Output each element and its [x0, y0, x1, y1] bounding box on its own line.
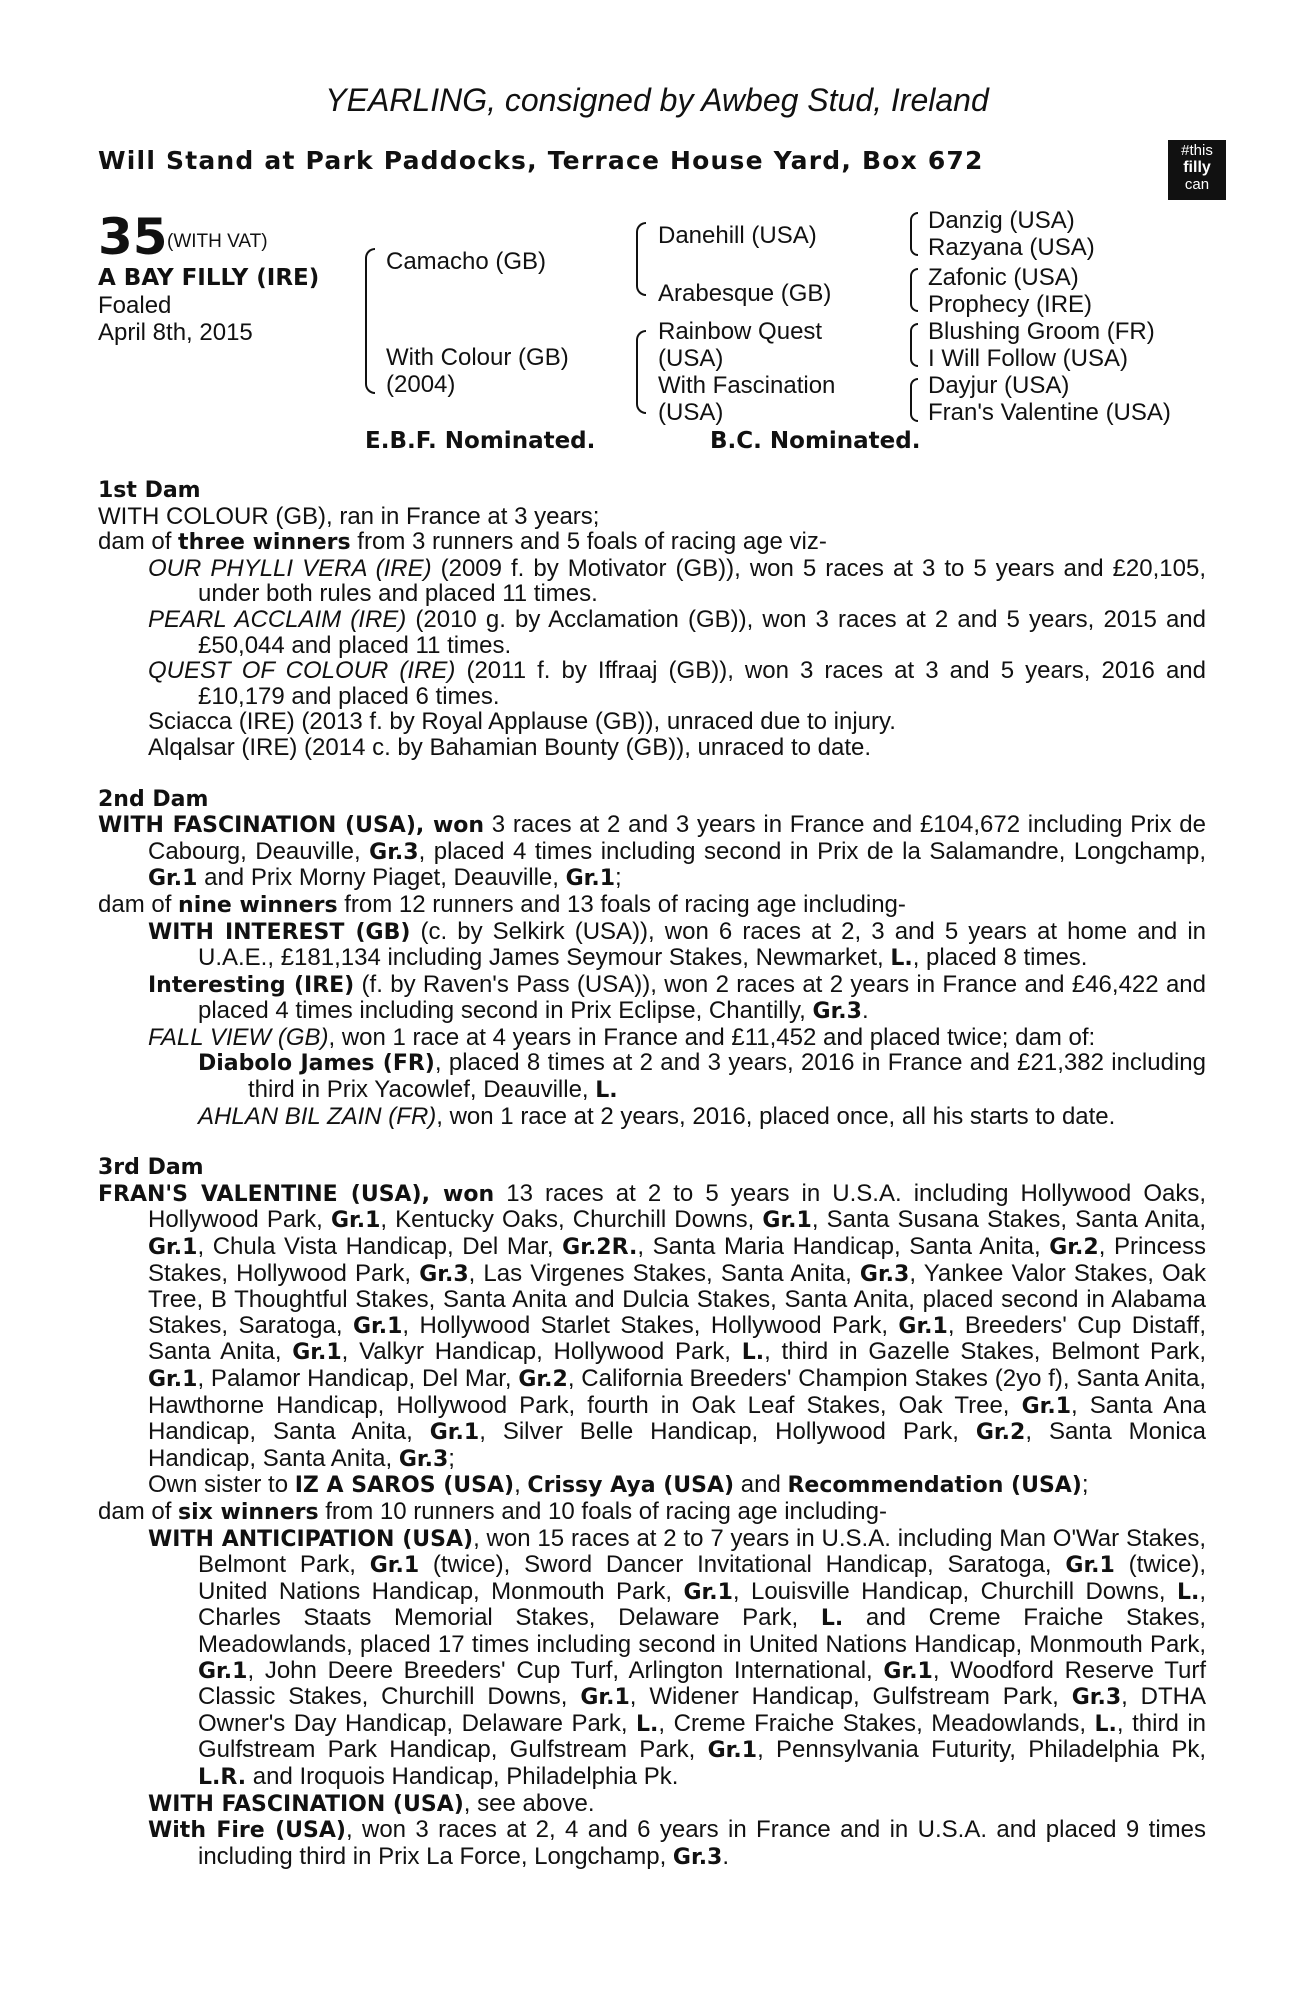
foaled-date: April 8th, 2015 [98, 319, 253, 346]
text: . [861, 997, 869, 1025]
text: , [514, 1471, 528, 1499]
offspring-name: WITH ANTICIPATION (USA) [148, 1526, 474, 1552]
third-dam-heading: 3rd Dam [98, 1155, 204, 1181]
own-sister-line [148, 1472, 1206, 1499]
offspring-name: AHLAN BIL ZAIN (FR) [198, 1102, 437, 1130]
grand-offspring-item [198, 1102, 1206, 1130]
grade: L. [1176, 1579, 1200, 1605]
bold-text: WITH FASCINATION (USA), won [98, 813, 485, 839]
text: , Yankee Valor Stakes, Oak Tree, B Thoughtful Stakes, Santa Anita and Dulcia Stakes, Santa Anita, placed second in Alabama Stakes, Saratoga, [148, 1259, 1207, 1339]
text: from 10 runners and 10 foals of racing age including- [318, 1497, 887, 1525]
grade: L. [890, 946, 913, 972]
text: , Charles Staats Memorial Stakes, Delaware Park, [198, 1577, 1206, 1632]
dam-sire-line2: (USA) [658, 345, 724, 372]
logo-line-2: filly [1183, 159, 1211, 176]
second-dam-produce [98, 892, 1206, 919]
text: , Las Virgenes Stakes, Santa Anita, [468, 1259, 860, 1287]
sire-dam-sire: Zafonic (USA) [928, 264, 1079, 291]
offspring-name: WITH FASCINATION (USA) [148, 1791, 464, 1817]
grade: Gr.1 [683, 1579, 733, 1605]
bold-text: FRAN'S VALENTINE (USA), won [98, 1181, 495, 1207]
bc-nominated: B.C. Nominated. [710, 428, 921, 454]
pedigree-brace-3d [910, 378, 918, 422]
first-dam-line: WITH COLOUR (GB), ran in France at 3 years; [98, 502, 600, 530]
grade: L. [636, 1711, 659, 1737]
text: and Prix Morny Piaget, Deauville, [197, 864, 566, 892]
offspring-name: FALL VIEW (GB) [148, 1023, 329, 1051]
text: dam of [98, 1497, 179, 1525]
text: , California Breeders' Champion Stakes (2yo f), Santa Anita, Hawthorne Handicap, Hollywood Park, fourth in Oak Leaf Stakes, Oak Tree, [148, 1365, 1206, 1419]
text: , Santa Susana Stakes, Santa Anita, [811, 1206, 1206, 1234]
offspring-record: (2009 f. by Motivator (GB)), won 5 races at 3 to 5 years and £20,105, under both rules and placed 11 times. [198, 554, 1206, 608]
text: , Louisville Handicap, Churchill Downs, [732, 1577, 1177, 1605]
text: , third in Gulfstream Park Handicap, Gulfstream Park, [198, 1709, 1206, 1764]
text: , John Deere Breeders' Cup Turf, Arlington International, [247, 1656, 884, 1684]
text: dam of [98, 890, 179, 918]
grade: Gr.2 [975, 1420, 1026, 1446]
text: , see above. [463, 1789, 595, 1817]
foaled-label: Foaled [98, 292, 172, 319]
text: , DTHA Owner's Day Handicap, Delaware Park, [198, 1683, 1207, 1737]
grade: Gr.1 [198, 1658, 248, 1684]
offspring-item [148, 605, 1206, 659]
sire-dam: Arabesque (GB) [658, 280, 832, 307]
offspring-name: PEARL ACCLAIM (IRE) [148, 605, 407, 633]
grade: Gr.3 [812, 999, 862, 1025]
offspring-name: With Fire (USA) [148, 1818, 346, 1844]
offspring-name: QUEST OF COLOUR (IRE) [148, 657, 456, 685]
grade: Gr.1 [883, 1658, 933, 1684]
text: , Pennsylvania Futurity, Philadelphia Pk, [757, 1736, 1207, 1764]
text: , Kentucky Oaks, Churchill Downs, [380, 1206, 763, 1234]
offspring-record: (2011 f. by Iffraaj (GB)), won 3 races at 3 and 5 years, 2016 and £10,179 and placed 6 times. [198, 657, 1206, 710]
text: , placed 8 times at 2 and 3 years, 2016 in France and £21,382 including third in Prix Yacowlef, Deauville, [248, 1049, 1206, 1104]
text: , won 1 race at 2 years, 2016, placed once, all his starts to date. [436, 1102, 1116, 1130]
offspring-item [148, 554, 1206, 608]
text: (f. by Raven's Pass (USA)), won 2 races at 2 years in France and £46,422 and placed 4 times including second in Prix Eclipse, Chantilly, [198, 970, 1206, 1025]
grand-offspring-item [198, 1049, 1206, 1104]
grade: Gr.1 [707, 1738, 758, 1764]
offspring-name: Diabolo James (FR) [198, 1051, 435, 1077]
text: , Valkyr Handicap, Hollywood Park, [341, 1338, 742, 1366]
text: , placed 8 times. [912, 944, 1088, 972]
offspring-name: OUR PHYLLI VERA (IRE) [148, 554, 432, 582]
grade: Gr.3 [398, 1446, 449, 1472]
text: ; [615, 864, 622, 892]
offspring-name: Interesting (IRE) [148, 972, 355, 998]
grade: L.R. [198, 1764, 247, 1790]
grade: Gr.1 [580, 1685, 630, 1711]
grade: L. [741, 1340, 765, 1366]
dam-dam-dam: Fran's Valentine (USA) [928, 399, 1171, 426]
third-dam-record [98, 1179, 1207, 1473]
text: ; [1081, 1471, 1089, 1499]
sire-name: Camacho (GB) [386, 248, 547, 275]
offspring-item [148, 1023, 1206, 1051]
text: , won 1 race at 4 years in France and £11,452 and placed twice; dam of: [328, 1023, 1096, 1051]
dam-name: With Colour (GB) [386, 344, 569, 371]
offspring-item [148, 1816, 1206, 1870]
text: 13 races at 2 to 5 years in U.S.A. including Hollywood Oaks, Hollywood Park, [148, 1179, 1206, 1234]
text: (twice), United Nations Handicap, Monmouth Park, [198, 1551, 1206, 1605]
sibling-name: Crissy Aya (USA) [527, 1473, 735, 1499]
dam-sire-dam: I Will Follow (USA) [928, 345, 1129, 372]
text: , Silver Belle Handicap, Hollywood Park, [479, 1418, 976, 1446]
text: Own sister to [148, 1471, 295, 1499]
bold-text: three winners [178, 530, 351, 556]
vat-note: (WITH VAT) [167, 231, 268, 252]
logo-line-3: can [1184, 176, 1210, 193]
bold-text: six winners [178, 1499, 319, 1525]
offspring-item [148, 1524, 1207, 1791]
dam-dam: With Fascination [658, 372, 836, 399]
text: , Santa Ana Handicap, Santa Anita, [148, 1391, 1206, 1446]
dam-dam-line2: (USA) [658, 399, 724, 426]
logo-line-1: #this [1181, 142, 1213, 159]
grade: Gr.1 [148, 1235, 198, 1261]
text: 3 races at 2 and 3 years in France and £104,672 including Prix de Cabourg, Deauville, [148, 811, 1206, 865]
text: , won 3 races at 2, 4 and 6 years in France and in U.S.A. and placed 9 times including third in Prix La Force, Longchamp, [198, 1816, 1206, 1870]
grade: Gr.1 [148, 866, 198, 892]
text: , placed 4 times including second in Prix de la Salamandre, Longchamp, [418, 837, 1207, 865]
grade: Gr.1 [352, 1313, 403, 1339]
grade: Gr.2 [1049, 1235, 1099, 1261]
grade: L. [1094, 1711, 1117, 1737]
offspring-item [148, 917, 1207, 972]
grade: Gr.3 [419, 1261, 469, 1287]
text: , Woodford Reserve Turf Classic Stakes, Churchill Downs, [198, 1656, 1207, 1711]
text: dam of [98, 528, 179, 556]
grade: Gr.1 [1021, 1393, 1072, 1419]
grade: Gr.3 [672, 1844, 723, 1870]
offspring-item [148, 657, 1206, 710]
text: , Creme Fraiche Stakes, Meadowlands, [658, 1709, 1095, 1737]
dam-details [98, 478, 1206, 1870]
text: (twice), Sword Dancer Invitational Handicap, Saratoga, [419, 1551, 1066, 1579]
text: , Widener Handicap, Gulfstream Park, [629, 1683, 1072, 1711]
stand-location: Will Stand at Park Paddocks, Terrace House Yard, Box 672 [98, 146, 984, 175]
pedigree-brace-1 [365, 248, 375, 394]
text: and [734, 1471, 788, 1499]
third-dam-produce [98, 1499, 1206, 1526]
text: , won 15 races at 2 to 7 years in U.S.A. including Man O'War Stakes, Belmont Park, [198, 1524, 1207, 1579]
dam-sire: Rainbow Quest [658, 318, 823, 345]
offspring-item: Sciacca (IRE) (2013 f. by Royal Applause (GB)), unraced due to injury. [148, 708, 896, 736]
offspring-item [148, 1789, 1206, 1818]
pedigree-brace-2b [636, 330, 646, 414]
sibling-name: Recommendation (USA) [787, 1473, 1082, 1499]
pedigree-brace-3a [910, 212, 918, 256]
text: . [722, 1842, 730, 1870]
lot-number: 35 [98, 208, 168, 266]
ebf-nominated: E.B.F. Nominated. [365, 428, 596, 454]
grade: L. [595, 1078, 618, 1104]
text: , Chula Vista Handicap, Del Mar, [197, 1233, 563, 1261]
pedigree-brace-3c [910, 323, 918, 367]
first-dam-produce [98, 529, 1206, 556]
text: , Hollywood Starlet Stakes, Hollywood Park, [402, 1311, 899, 1339]
text: ; [448, 1444, 455, 1472]
lot-name: A BAY FILLY (IRE) [98, 265, 320, 291]
second-dam-record [98, 811, 1207, 892]
grade: Gr.3 [369, 839, 419, 865]
offspring-item: Alqalsar (IRE) (2014 c. by Bahamian Bounty (GB)), unraced to date. [148, 733, 872, 761]
text: , Princess Stakes, Hollywood Park, [148, 1233, 1206, 1287]
grade: Gr.1 [369, 1553, 420, 1579]
sibling-name: IZ A SAROS (USA) [294, 1473, 515, 1499]
grade: Gr.1 [1065, 1553, 1115, 1579]
grade: Gr.3 [859, 1261, 910, 1287]
grade: Gr.1 [762, 1208, 812, 1234]
consignment-line: YEARLING, consigned by Awbeg Stud, Ireland [325, 82, 989, 118]
text: , Santa Maria Handicap, Santa Anita, [637, 1233, 1050, 1261]
grade: Gr.1 [565, 866, 616, 892]
dam-year: (2004) [386, 371, 456, 398]
text: , Palamor Handicap, Del Mar, [197, 1365, 519, 1392]
text: , Breeders' Cup Distaff, Santa Anita, [148, 1311, 1206, 1366]
text: and Iroquois Handicap, Philadelphia Pk. [246, 1762, 679, 1790]
dam-dam-sire: Dayjur (USA) [928, 372, 1070, 399]
sire-dam-dam: Prophecy (IRE) [928, 291, 1093, 318]
text: from 3 runners and 5 foals of racing age viz- [350, 528, 827, 556]
dam-sire-sire: Blushing Groom (FR) [928, 318, 1155, 345]
offspring-record: (2010 g. by Acclamation (GB)), won 3 races at 2 and 5 years, 2015 and £50,044 and placed 11 times. [198, 605, 1206, 659]
grade: Gr.1 [898, 1313, 948, 1339]
offspring-name: WITH INTEREST (GB) [148, 919, 411, 945]
text: , Santa Monica Handicap, Santa Anita, [148, 1418, 1207, 1472]
grade: Gr.1 [429, 1420, 480, 1446]
grade: Gr.2 [518, 1367, 568, 1392]
this-filly-can-logo [1168, 140, 1226, 200]
text: from 12 runners and 13 foals of racing age including- [337, 890, 906, 918]
grade: Gr.1 [330, 1208, 381, 1234]
grade: Gr.3 [1071, 1685, 1122, 1711]
sire-sire: Danehill (USA) [658, 222, 817, 249]
text: and Creme Fraiche Stakes, Meadowlands, placed 17 times including second in United Nations Handicap, Monmouth Park, [198, 1604, 1206, 1658]
grade: Gr.1 [292, 1340, 342, 1366]
sire-sire-dam: Razyana (USA) [928, 234, 1095, 261]
sire-sire-sire: Danzig (USA) [928, 207, 1075, 234]
second-dam-heading: 2nd Dam [98, 786, 209, 812]
pedigree-brace-3b [910, 268, 918, 312]
text: (c. by Selkirk (USA)), won 6 races at 2, 3 and 5 years at home and in U.A.E., £181,134 including James Seymour Stakes, Newmarket, [198, 917, 1207, 972]
pedigree-brace-2a [636, 222, 646, 296]
grade: L. [820, 1606, 844, 1632]
text: , third in Gazelle Stakes, Belmont Park, [764, 1338, 1206, 1366]
bold-text: nine winners [178, 892, 338, 918]
grade: Gr.2R. [562, 1235, 638, 1261]
grade: Gr.1 [148, 1367, 198, 1392]
first-dam-heading: 1st Dam [98, 478, 201, 503]
offspring-item [148, 970, 1206, 1025]
